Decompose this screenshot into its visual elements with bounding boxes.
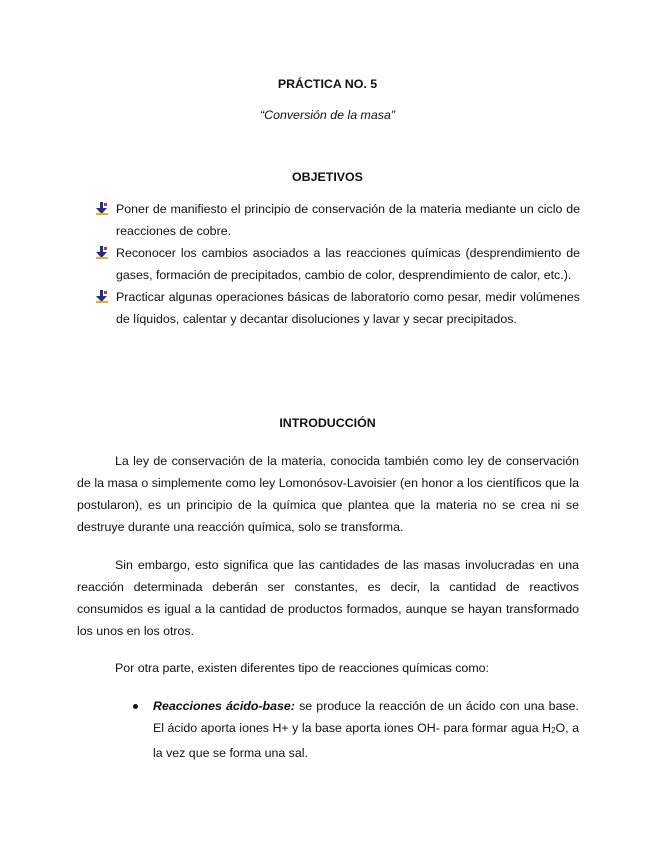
objective-text: Reconocer los cambios asociados a las reacciones químicas (desprendimiento de gases, formación de precipitados, cambio de color, desprendimiento de calor, etc.). [116, 246, 580, 282]
reaction-description: se produce la reacción de un ácido con una base. El ácido aporta iones H+ y la base aporta iones OH- para formar agua H [153, 699, 579, 735]
objective-item [96, 242, 580, 286]
objectives-list [96, 198, 580, 330]
reaction-description-end: O, a la vez que se forma una sal. [153, 721, 580, 760]
objective-item [96, 286, 580, 330]
reaction-term: Reacciones ácido-base: [153, 699, 295, 713]
bullet-dot-icon [133, 704, 138, 709]
objective-item [96, 198, 580, 242]
objectives-heading: OBJETIVOS [292, 170, 363, 184]
reaction-types-list [133, 695, 579, 764]
arrow-down-bullet-icon [96, 246, 108, 259]
arrow-down-bullet-icon [96, 290, 108, 303]
intro-paragraph: Sin embargo, esto significa que las cantidades de las masas involucradas en una reacción determinada deberán ser constantes, es decir, la cantidad de reactivos consumidos es igual a la cantidad de productos formados, aunque se hayan transformado los unos en los otros. [77, 558, 579, 638]
subscript: 2 [551, 726, 556, 735]
intro-paragraph: La ley de conservación de la materia, conocida también como ley de conservación de la masa o simplemente como ley Lomonósov-Lavoisier (en honor a los científicos que la postularon), es un principio de la química que plantea que la materia no se crea ni se destruye durante una reacción química, solo se transforma. [77, 454, 579, 534]
objective-text: Practicar algunas operaciones básicas de laboratorio como pesar, medir volúmenes de líquidos, calentar y decantar disoluciones y lavar y secar precipitados. [116, 290, 580, 326]
introduction-heading: INTRODUCCIÓN [279, 416, 376, 430]
page-title: PRÁCTICA NO. 5 [277, 77, 378, 91]
intro-paragraph: Por otra parte, existen diferentes tipo de reacciones químicas como: [115, 661, 489, 675]
reaction-type-item [133, 695, 579, 764]
arrow-down-bullet-icon [96, 202, 108, 215]
page-subtitle: “Conversión de la masa” [260, 108, 395, 122]
objective-text: Poner de manifiesto el principio de conservación de la materia mediante un ciclo de reacciones de cobre. [116, 202, 580, 238]
